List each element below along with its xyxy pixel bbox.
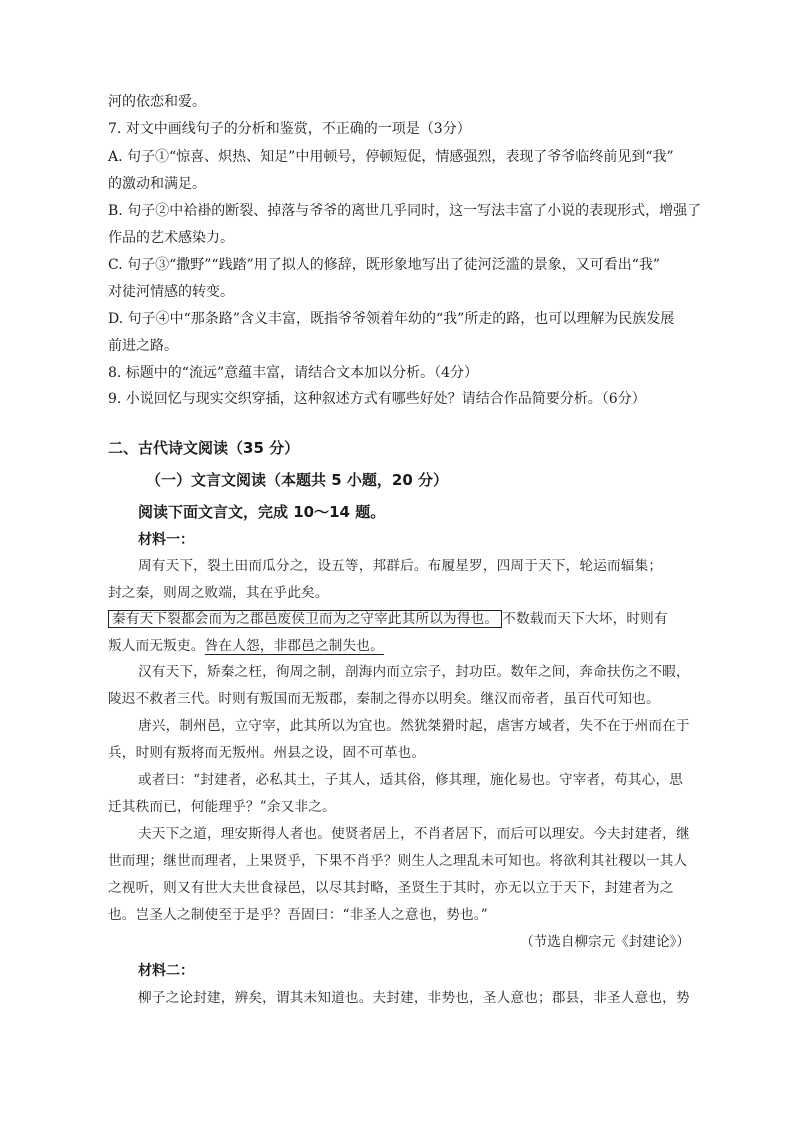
material2-label: 材料二：	[138, 963, 194, 979]
option-c-line-1: C. 句子③“撒野”“践踏”用了拟人的修辞，既形象地写出了徒河泛滥的景象，又可看出“我”	[108, 257, 661, 273]
option-a-line-1: A. 句子①“惊喜、炽热、知足”中用顿号，停顿短促，情感强烈，表现了爷爷临终前见到“我”	[108, 149, 674, 165]
m2-p1-line-1: 柳子之论封建，辨矣，谓其未知道也。夫封建，非势也，圣人意也；郡县，非圣人意也，势	[138, 990, 690, 1006]
m1-p6-line-3: 之视听，则又有世大夫世食禄邑，以尽其封略，圣贤生于其时，亦无以立于天下，封建者为之	[108, 880, 674, 896]
section-title: 二、古代诗文阅读（35 分）	[108, 439, 300, 457]
option-d-line-1: D. 句子④中“那条路”含义丰富，既指爷爷领着年幼的“我”所走的路，也可以理解为民族发展	[108, 311, 675, 327]
m1-p6-line-4: 也。岂圣人之制使至于是乎？吾固曰：“非圣人之意也，势也。”	[108, 907, 488, 923]
underlined-sentence: 咎在人怨，非郡邑之制失也。	[204, 638, 384, 654]
subsection-title: （一）文言文阅读（本题共 5 小题，20 分）	[146, 471, 448, 489]
material1-label: 材料一：	[138, 532, 194, 548]
option-a-line-2: 的激动和满足。	[108, 176, 206, 192]
m1-p6-line-1: 夫天下之道，理安斯得人者也。使贤者居上，不肖者居下，而后可以理安。今夫封建者，继	[138, 826, 690, 842]
m1-p5-line-2: 迁其秩而已，何能理乎？”余又非之。	[108, 799, 336, 815]
m1-p4-line-2: 兵，时则有叛将而无叛州。州县之设，固不可革也。	[108, 745, 426, 761]
option-b-line-2: 作品的艺术感染力。	[108, 230, 234, 246]
m1-p3-line-1: 汉有天下，矫秦之枉，徇周之制，剖海内而立宗子，封功臣。数年之间，奔命扶伤之不暇，	[138, 664, 690, 680]
question-8: 8. 标题中的“流远”意蕴丰富，请结合文本加以分析。（4分）	[108, 365, 479, 381]
source-citation: （节选自柳宗元《封建论》）	[520, 934, 690, 950]
boxed-sentence: 秦有天下裂都会而为之郡邑废侯卫而为之守宰此其所以为得也。	[108, 610, 502, 628]
text-line: 河的依恋和爱。	[108, 94, 206, 110]
m1-p1-line-2: 封之秦，则周之败端，其在乎此矣。	[108, 585, 329, 601]
m1-p6-line-2: 世而理；继世而理者，上果贤乎，下果不肖乎？则生人之理乱未可知也。将欲利其社稷以一其人	[108, 853, 688, 869]
m1-p3-line-2: 陵迟不救者三代。时则有叛国而无叛郡，秦制之得亦以明矣。继汉而帝者，虽百代可知也。	[108, 691, 660, 707]
m1-p5-line-1: 或者曰：“封建者，必私其土，子其人，适其俗，修其理，施化易也。守宰者，苟其心，思	[138, 772, 684, 788]
option-b-line-1: B. 句子②中袷褂的断裂、掉落与爷爷的离世几乎同时，这一写法丰富了小说的表现形式，增强了	[108, 203, 702, 219]
m1-p4-line-1: 唐兴，制州邑，立守宰，此其所以为宜也。然犹桀猾时起，虐害方域者，失不在于州而在于	[138, 718, 690, 734]
instruction: 阅读下面文言文，完成 10～14 题。	[138, 503, 386, 521]
m1-p2-line-2	[108, 636, 384, 656]
m1-p2-line-1	[108, 609, 668, 629]
m1-p1-line-1: 周有天下，裂土田而瓜分之，设五等，邦群后。布履星罗，四周于天下，轮运而辐集；	[138, 558, 663, 574]
question-7: 7. 对文中画线句子的分析和鉴赏，不正确的一项是（3分）	[108, 121, 471, 137]
option-d-line-2: 前进之路。	[108, 338, 178, 354]
m1-p2-rest: 不数载而天下大坏，时则有	[502, 611, 668, 627]
m1-p2-line-2-a: 叛人而无叛吏。	[108, 638, 205, 654]
question-9: 9. 小说回忆与现实交织穿插，这种叙述方式有哪些好处？请结合作品简要分析。（6分）	[108, 391, 646, 407]
option-c-line-2: 对徒河情感的转变。	[108, 284, 234, 300]
